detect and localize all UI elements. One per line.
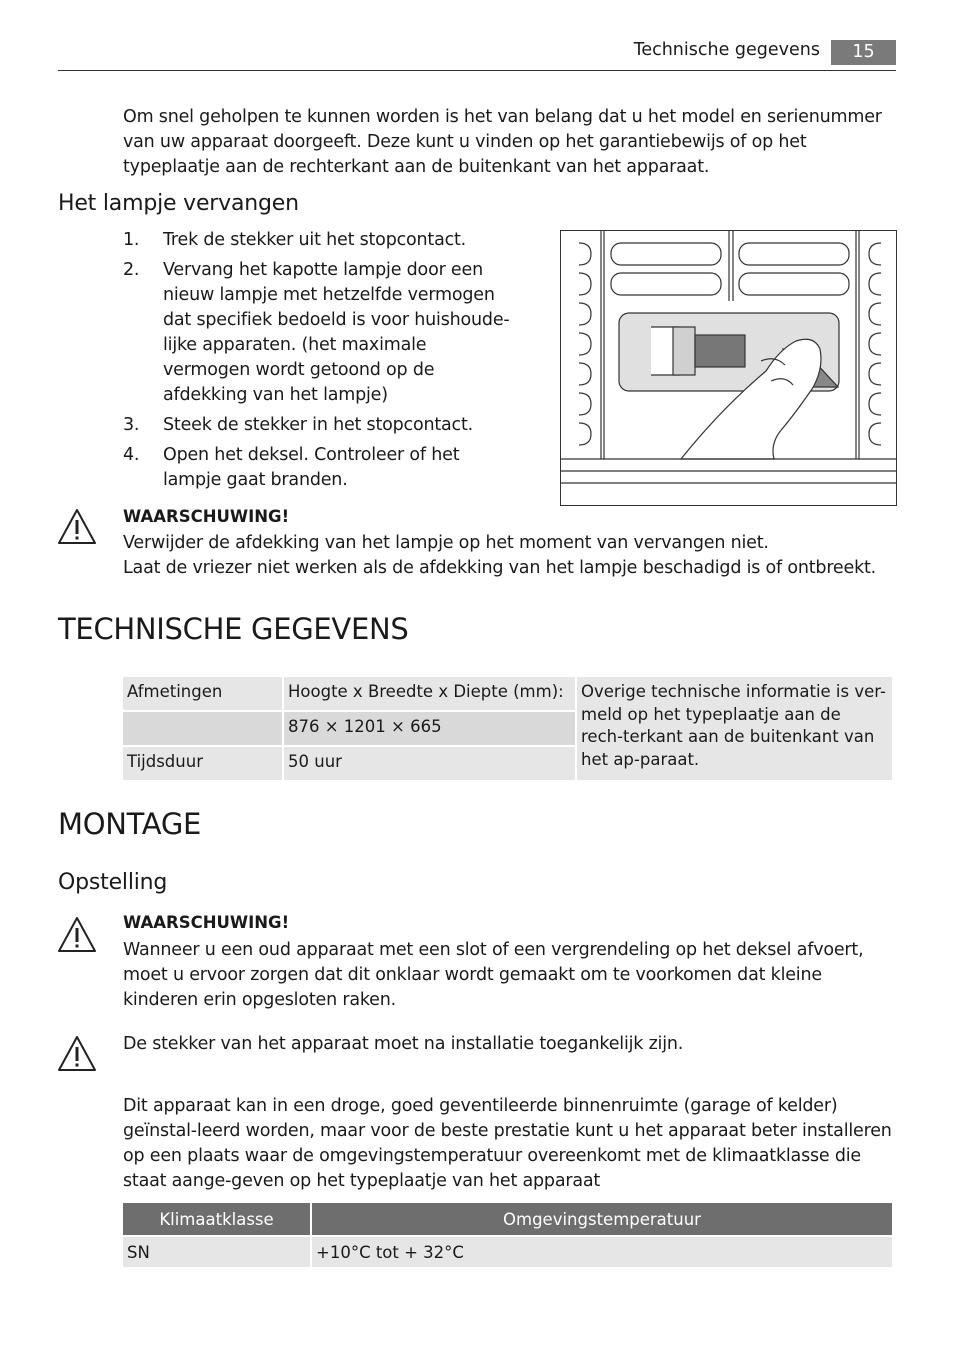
step-text: Open het deksel. Controleer of het lampje gaat branden. [163, 445, 460, 490]
table-header-cell: Omgevingstemperatuur [312, 1203, 892, 1235]
table-cell: 50 uur [284, 747, 575, 780]
montage-section-title: MONTAGE [58, 807, 202, 841]
climate-class-table [121, 1201, 894, 1269]
warning-line: Laat de vriezer niet werken als de afdekking van het lampje beschadigd is of ontbreekt. [123, 558, 877, 578]
table-cell: Afmetingen [123, 677, 282, 710]
warning-title: WAARSCHUWING! [123, 507, 290, 526]
step-number: 3. [123, 415, 140, 435]
tech-note: Overige technische informatie is ver-meld op het typeplaatje aan de rech-terkant aan de buitenkant van het ap-paraat. [577, 677, 892, 780]
table-header-cell: Klimaatklasse [123, 1203, 310, 1235]
table-header-row [123, 1203, 892, 1235]
intro-paragraph: Om snel geholpen te kunnen worden is het van belang dat u het model en serienummer van uw apparaat doorgeeft. Deze kunt u vinden op het garantiebewijs of op het typeplaatje aan de rechterkant aan de buitenkant van het apparaat. [123, 107, 882, 177]
step-text: Steek de stekker in het stopcontact. [163, 415, 473, 435]
header-rule [58, 70, 896, 71]
tech-specs-table [121, 675, 894, 782]
running-header-title: Technische gegevens [633, 40, 820, 60]
step-text: Vervang het kapotte lampje door een nieuw lampje met hetzelfde vermogen dat specifiek bedoeld is voor huishoude-lijke apparaten. (het maximale vermogen wordt getoond op de afdekking van het lampje) [163, 260, 510, 405]
warning-triangle-icon [56, 507, 98, 547]
table-cell: Hoogte x Breedte x Diepte (mm): [284, 677, 575, 710]
warning-line: Verwijder de afdekking van het lampje op het moment van vervangen niet. [123, 533, 769, 553]
table-cell: SN [123, 1237, 310, 1267]
table-cell [123, 712, 282, 745]
table-row [123, 677, 892, 710]
table-cell: 876 × 1201 × 665 [284, 712, 575, 745]
page-number: 15 [831, 40, 896, 65]
warning-triangle-icon [56, 915, 98, 955]
caution-text: De stekker van het apparaat moet na installatie toegankelijk zijn. [123, 1034, 684, 1054]
lamp-section-title: Het lampje vervangen [58, 191, 299, 216]
opstelling-subtitle: Opstelling [58, 870, 168, 895]
table-cell: +10°C tot + 32°C [312, 1237, 892, 1267]
step-text: Trek de stekker uit het stopcontact. [163, 230, 467, 250]
table-row [123, 1237, 892, 1267]
caution-triangle-icon [56, 1034, 98, 1074]
table-cell: Tijdsduur [123, 747, 282, 780]
step-number: 2. [123, 260, 140, 280]
warning-title: WAARSCHUWING! [123, 913, 290, 932]
installation-paragraph: Dit apparaat kan in een droge, goed geventileerde binnenruimte (garage of kelder) geïnstal-leerd worden, maar voor de beste prestatie kunt u het apparaat beter installeren op een plaats waar de omgevingstemperatuur overeenkomt met de klimaatklasse die staat aange-geven op het typeplaatje van het apparaat [123, 1096, 892, 1191]
warning-text: Wanneer u een oud apparaat met een slot of een vergrendeling op het deksel afvoert, moet u ervoor zorgen dat dit onklaar wordt gemaakt om te voorkomen dat kleine kinderen erin opgesloten raken. [123, 940, 864, 1010]
step-number: 1. [123, 230, 140, 250]
lamp-replacement-illustration [560, 230, 897, 506]
hand-lamp-drawing [561, 231, 896, 505]
tech-section-title: TECHNISCHE GEGEVENS [58, 612, 409, 646]
step-number: 4. [123, 445, 140, 465]
